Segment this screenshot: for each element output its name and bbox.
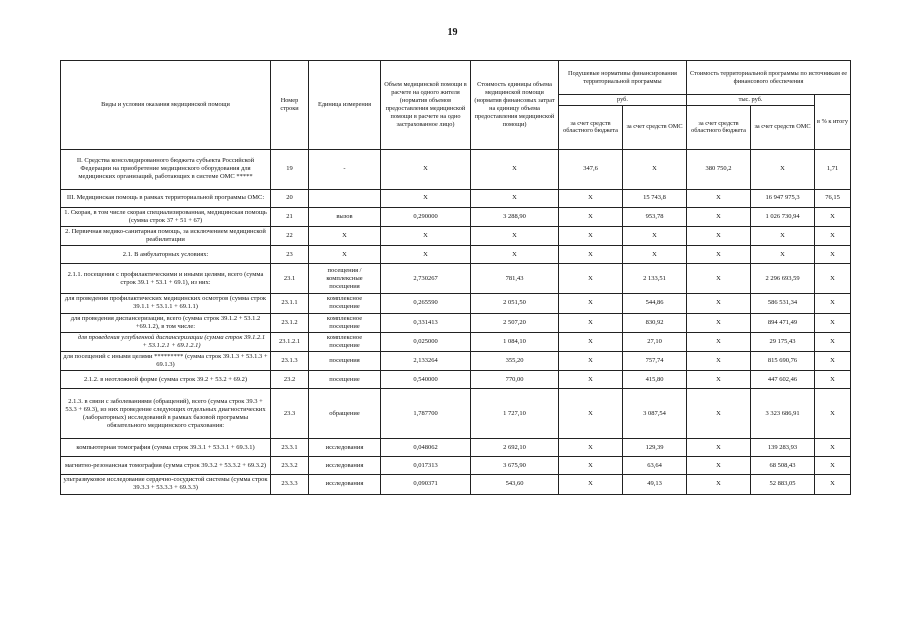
header-cost-oms: за счет средств ОМС	[751, 105, 815, 149]
row-name: для проведения диспансеризации, всего (сумма строк 39.1.2 + 53.1.2 +69.1.2), в том числе:	[61, 313, 271, 332]
row-name: компьютерная томография (сумма строк 39.3.1 + 53.3.1 + 69.3.1)	[61, 439, 271, 457]
header-norm-regional: за счет средств областного бюджета	[559, 105, 623, 149]
table-row	[61, 246, 851, 264]
row-unit-cost: 2 692,10	[471, 439, 559, 457]
page-number: 19	[447, 27, 458, 38]
row-unit: вызов	[309, 207, 381, 226]
row-name: 2. Первичная медико-санитарная помощь, за исключением медицинской реабилитации	[61, 227, 271, 246]
row-percent: X	[815, 332, 851, 351]
row-unit-cost: 2 507,20	[471, 313, 559, 332]
row-unit-cost: X	[471, 189, 559, 207]
table-row	[61, 475, 851, 494]
row-cost-regional: X	[687, 371, 751, 389]
row-norm-regional: X	[559, 246, 623, 264]
row-number: 23.3.3	[271, 475, 309, 494]
row-norm-regional: X	[559, 439, 623, 457]
row-volume: 0,331413	[381, 313, 471, 332]
row-norm-regional: X	[559, 189, 623, 207]
row-cost-oms: 2 296 693,59	[751, 264, 815, 294]
row-number: 23.2	[271, 371, 309, 389]
row-percent: X	[815, 227, 851, 246]
row-name: 1. Скорая, в том числе скорая специализированная, медицинская помощь (сумма строк 37 + 51 + 67)	[61, 207, 271, 226]
row-percent: X	[815, 313, 851, 332]
row-number: 23.3.2	[271, 457, 309, 475]
row-unit-cost: 3 675,90	[471, 457, 559, 475]
row-volume: X	[381, 189, 471, 207]
row-norm-oms: 830,92	[623, 313, 687, 332]
row-norm-oms: 129,39	[623, 439, 687, 457]
header-cost-regional: за счет средств областного бюджета	[687, 105, 751, 149]
row-cost-regional: X	[687, 475, 751, 494]
row-volume: 0,265590	[381, 294, 471, 313]
header-row-number: Номер строки	[271, 61, 309, 150]
row-unit-cost: 543,60	[471, 475, 559, 494]
row-cost-regional: X	[687, 439, 751, 457]
row-norm-regional: X	[559, 227, 623, 246]
row-volume: 0,290000	[381, 207, 471, 226]
row-unit: обращение	[309, 389, 381, 439]
row-number: 23.1.2.1	[271, 332, 309, 351]
row-percent: X	[815, 439, 851, 457]
row-unit: исследования	[309, 457, 381, 475]
row-norm-regional: X	[559, 332, 623, 351]
row-number: 20	[271, 189, 309, 207]
header-name: Виды и условия оказания медицинской помощи	[61, 61, 271, 150]
row-norm-oms: 544,86	[623, 294, 687, 313]
row-name: II. Средства консолидированного бюджета субъекта Российской Федерации на приобретение медицинского оборудования для медицинских организаций, работающих в системе ОМС *****	[61, 149, 271, 189]
table-row	[61, 332, 851, 351]
row-cost-oms: 68 508,43	[751, 457, 815, 475]
row-name: для посещений с иными целями ********* (сумма строк 39.1.3 + 53.1.3 + 69.1.3)	[61, 352, 271, 371]
row-percent: 1,71	[815, 149, 851, 189]
header-volume: Объем медицинской помощи в расчете на одного жителя (норматив объемов предоставления медицинской помощи в расчете на одно застрахованное лицо)	[381, 61, 471, 150]
row-cost-oms: X	[751, 246, 815, 264]
financing-table	[60, 60, 851, 495]
row-unit: X	[309, 246, 381, 264]
row-norm-oms: 415,80	[623, 371, 687, 389]
row-percent: X	[815, 246, 851, 264]
row-number: 23.3	[271, 389, 309, 439]
table-row	[61, 264, 851, 294]
row-volume: 2,133264	[381, 352, 471, 371]
row-volume: 2,730267	[381, 264, 471, 294]
table-row	[61, 294, 851, 313]
row-cost-regional: X	[687, 332, 751, 351]
row-percent: X	[815, 207, 851, 226]
row-unit-cost: X	[471, 246, 559, 264]
row-name: ультразвуковое исследование сердечно-сосудистой системы (сумма строк 39.3.3 + 53.3.3 + 69.3.3)	[61, 475, 271, 494]
header-thous-rub: тыс. руб.	[687, 95, 815, 106]
row-volume: 0,025000	[381, 332, 471, 351]
row-number: 23.3.1	[271, 439, 309, 457]
row-percent: X	[815, 389, 851, 439]
row-unit-cost: X	[471, 227, 559, 246]
row-norm-oms: 3 087,54	[623, 389, 687, 439]
row-percent: X	[815, 475, 851, 494]
row-name: 2.1.1. посещения с профилактическими и иными целями, всего (сумма строк 39.1 + 53.1 + 69.1), из них:	[61, 264, 271, 294]
row-unit-cost: X	[471, 149, 559, 189]
row-percent: X	[815, 371, 851, 389]
row-unit-cost: 781,43	[471, 264, 559, 294]
row-cost-regional: X	[687, 352, 751, 371]
row-cost-regional: 380 750,2	[687, 149, 751, 189]
row-norm-oms: 15 743,8	[623, 189, 687, 207]
header-per-capita-norms: Подушевые нормативы финансирования территориальной программы	[559, 61, 687, 95]
row-unit	[309, 189, 381, 207]
row-unit-cost: 3 288,90	[471, 207, 559, 226]
row-norm-oms: X	[623, 227, 687, 246]
row-norm-regional: X	[559, 294, 623, 313]
row-cost-oms: 52 883,05	[751, 475, 815, 494]
row-norm-regional: X	[559, 264, 623, 294]
row-volume: 0,540000	[381, 371, 471, 389]
table-row	[61, 189, 851, 207]
row-unit: -	[309, 149, 381, 189]
row-volume: 0,090371	[381, 475, 471, 494]
row-volume: 0,017313	[381, 457, 471, 475]
row-volume: X	[381, 149, 471, 189]
row-cost-regional: X	[687, 227, 751, 246]
row-name: 2.1. В амбулаторных условиях:	[61, 246, 271, 264]
row-norm-regional: 347,6	[559, 149, 623, 189]
row-number: 21	[271, 207, 309, 226]
row-norm-oms: X	[623, 246, 687, 264]
table-row	[61, 371, 851, 389]
row-unit-cost: 355,20	[471, 352, 559, 371]
row-name: III. Медицинская помощь в рамках территориальной программы ОМС:	[61, 189, 271, 207]
header-unit-cost: Стоимость единицы объема медицинской помощи (норматив финансовых затрат на единицу объема предоставления медицинской помощи)	[471, 61, 559, 150]
row-unit: комплексное посещение	[309, 332, 381, 351]
row-norm-oms: 2 133,51	[623, 264, 687, 294]
table-row	[61, 227, 851, 246]
row-cost-oms: 894 471,49	[751, 313, 815, 332]
row-norm-oms: 49,13	[623, 475, 687, 494]
row-unit: посещения	[309, 352, 381, 371]
row-number: 23.1.1	[271, 294, 309, 313]
row-cost-regional: X	[687, 207, 751, 226]
row-percent: X	[815, 294, 851, 313]
row-name: для проведения углубленной диспансеризации (сумма строк 39.1.2.1 + 53.1.2.1 + 69.1.2.1)	[61, 332, 271, 351]
row-cost-oms: 815 690,76	[751, 352, 815, 371]
row-volume: X	[381, 246, 471, 264]
row-cost-oms: 1 026 730,94	[751, 207, 815, 226]
row-number: 19	[271, 149, 309, 189]
row-cost-regional: X	[687, 246, 751, 264]
row-unit: посещение	[309, 371, 381, 389]
row-name: 2.1.3. в связи с заболеваниями (обращений), всего (сумма строк 39.3 + 53.3 + 69.3), из них проведение следующих отдельных диагностических (лабораторных) исследований в рамках базовой программы обязательного медицинского страхования:	[61, 389, 271, 439]
row-cost-oms: 16 947 975,3	[751, 189, 815, 207]
row-cost-oms: 29 175,43	[751, 332, 815, 351]
row-norm-regional: X	[559, 475, 623, 494]
row-unit: исследования	[309, 439, 381, 457]
row-norm-regional: X	[559, 352, 623, 371]
row-unit: посещения / комплексные посещения	[309, 264, 381, 294]
row-number: 23.1	[271, 264, 309, 294]
row-number: 23	[271, 246, 309, 264]
row-cost-regional: X	[687, 294, 751, 313]
row-name: 2.1.2. в неотложной форме (сумма строк 39.2 + 53.2 + 69.2)	[61, 371, 271, 389]
row-norm-oms: 757,74	[623, 352, 687, 371]
row-cost-regional: X	[687, 264, 751, 294]
table-row	[61, 439, 851, 457]
row-cost-regional: X	[687, 457, 751, 475]
row-percent: X	[815, 352, 851, 371]
row-percent: 76,15	[815, 189, 851, 207]
row-norm-oms: 27,10	[623, 332, 687, 351]
header-norm-oms: за счет средств ОМС	[623, 105, 687, 149]
row-name: магнитно-резонансная томография (сумма строк 39.3.2 + 53.3.2 + 69.3.2)	[61, 457, 271, 475]
table-row	[61, 352, 851, 371]
row-unit-cost: 2 051,50	[471, 294, 559, 313]
table-row	[61, 149, 851, 189]
table-row	[61, 207, 851, 226]
header-rub: руб.	[559, 95, 687, 106]
row-norm-regional: X	[559, 207, 623, 226]
row-cost-oms: X	[751, 149, 815, 189]
row-number: 23.1.3	[271, 352, 309, 371]
row-cost-oms: 447 602,46	[751, 371, 815, 389]
table-row	[61, 457, 851, 475]
row-norm-regional: X	[559, 371, 623, 389]
row-cost-oms: X	[751, 227, 815, 246]
row-volume: 1,787700	[381, 389, 471, 439]
row-volume: 0,048062	[381, 439, 471, 457]
row-norm-regional: X	[559, 457, 623, 475]
row-unit-cost: 770,00	[471, 371, 559, 389]
row-name: для проведения профилактических медицинских осмотров (сумма строк 39.1.1 + 53.1.1 + 69.1.1)	[61, 294, 271, 313]
row-norm-oms: X	[623, 149, 687, 189]
row-unit: комплексное посещение	[309, 294, 381, 313]
row-percent: X	[815, 264, 851, 294]
row-cost-oms: 139 283,93	[751, 439, 815, 457]
row-norm-regional: X	[559, 389, 623, 439]
row-cost-oms: 586 531,34	[751, 294, 815, 313]
row-norm-oms: 63,64	[623, 457, 687, 475]
row-norm-regional: X	[559, 313, 623, 332]
row-cost-oms: 3 323 686,91	[751, 389, 815, 439]
row-unit: комплексное посещение	[309, 313, 381, 332]
row-norm-oms: 953,78	[623, 207, 687, 226]
row-cost-regional: X	[687, 313, 751, 332]
row-cost-regional: X	[687, 189, 751, 207]
header-program-cost: Стоимость территориальной программы по источникам ее финансового обеспечения	[687, 61, 851, 95]
row-unit-cost: 1 727,10	[471, 389, 559, 439]
header-percent: в % к итогу	[815, 95, 851, 150]
table-row	[61, 313, 851, 332]
row-volume: X	[381, 227, 471, 246]
row-unit: X	[309, 227, 381, 246]
row-number: 22	[271, 227, 309, 246]
row-cost-regional: X	[687, 389, 751, 439]
row-number: 23.1.2	[271, 313, 309, 332]
table-row	[61, 389, 851, 439]
header-unit: Единица измерения	[309, 61, 381, 150]
row-unit-cost: 1 084,10	[471, 332, 559, 351]
row-unit: исследования	[309, 475, 381, 494]
row-percent: X	[815, 457, 851, 475]
